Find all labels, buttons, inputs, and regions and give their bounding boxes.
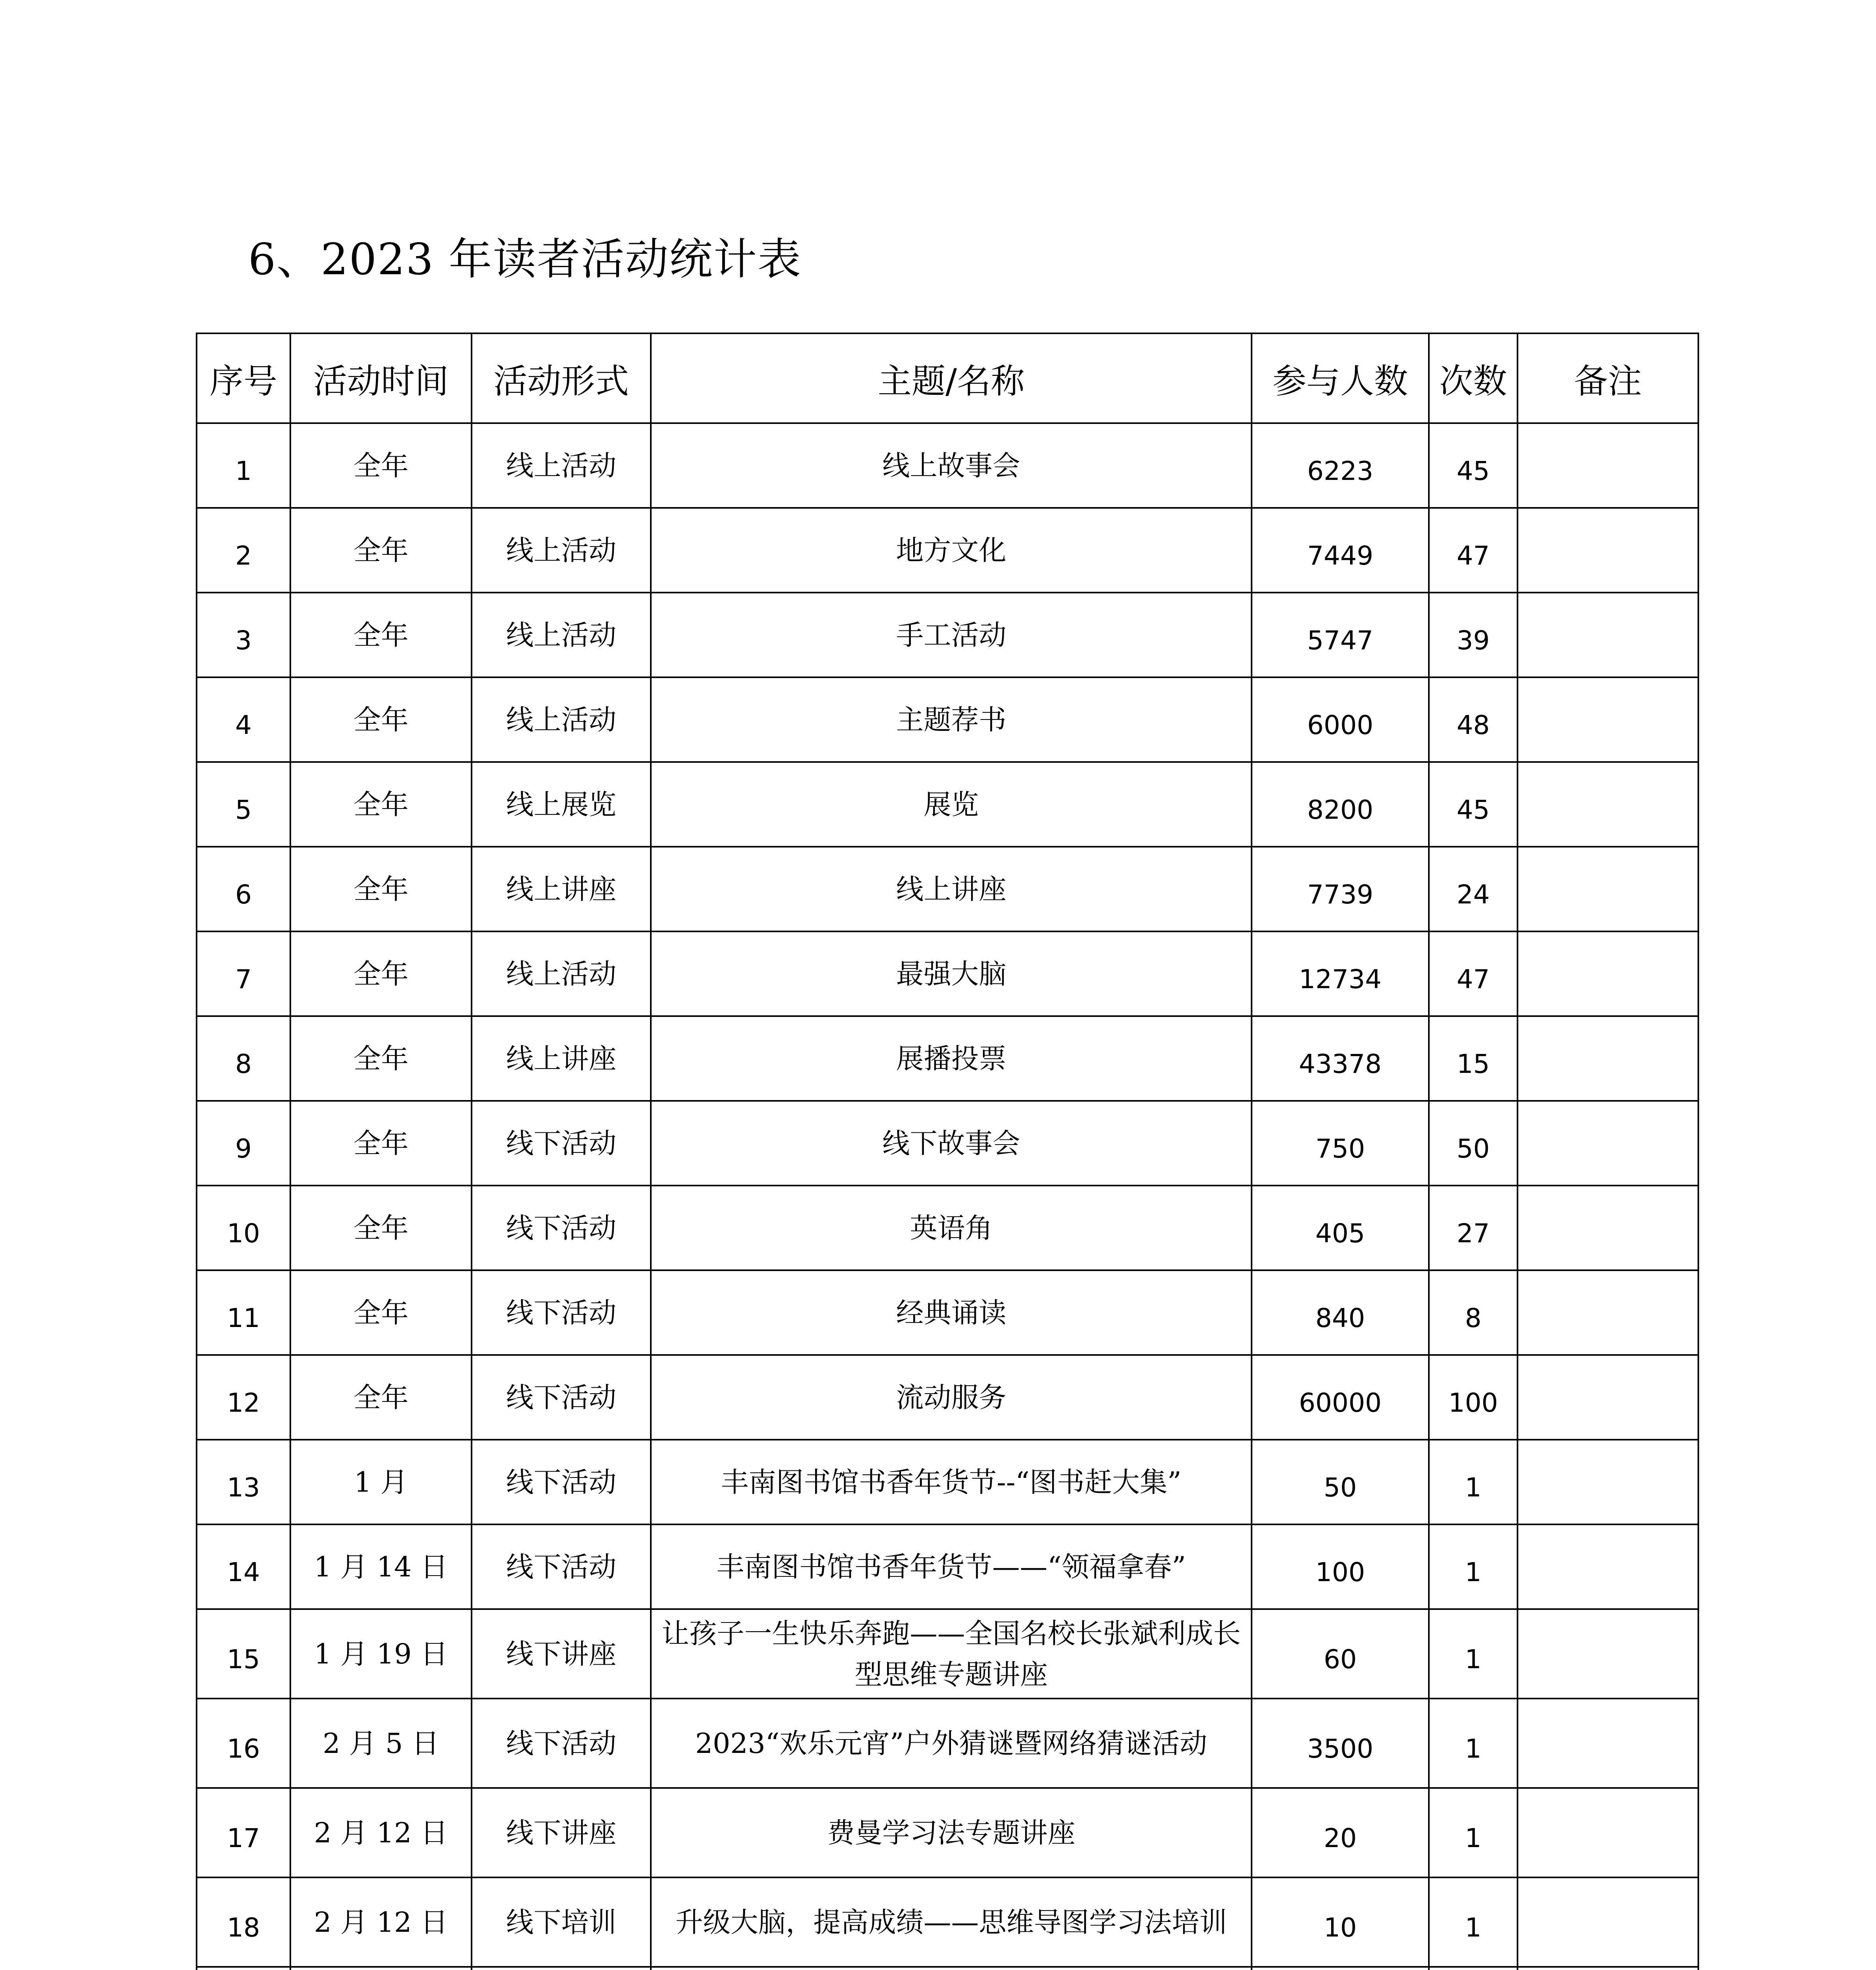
cell-time: 全年 — [290, 677, 472, 762]
cell-name: 费曼学习法专题讲座 — [651, 1788, 1252, 1877]
header-remark: 备注 — [1518, 333, 1698, 423]
cell-name: 主题荐书 — [651, 677, 1252, 762]
cell-name: 手工活动 — [651, 593, 1252, 677]
table-row — [197, 1524, 1698, 1609]
cell-form: 线下活动 — [472, 1270, 651, 1355]
header-name: 主题/名称 — [651, 333, 1252, 423]
table-row — [197, 1186, 1698, 1270]
cell-form: 线上活动 — [472, 508, 651, 593]
cell-remark — [1518, 1186, 1698, 1270]
cell-people: 6000 — [1252, 677, 1429, 762]
cell-time: 全年 — [290, 762, 472, 847]
cell-remark — [1518, 593, 1698, 677]
cell-remark — [1518, 508, 1698, 593]
cell-name: 最强大脑 — [651, 931, 1252, 1016]
cell-people: 7449 — [1252, 508, 1429, 593]
cell-name: 丰南图书馆书香年货节--“图书赶大集” — [651, 1440, 1252, 1524]
table-row — [197, 1788, 1698, 1877]
cell-count: 48 — [1429, 677, 1518, 762]
cell-people: 60000 — [1252, 1355, 1429, 1440]
cell-form: 线上活动 — [472, 593, 651, 677]
page-title: 6、2023 年读者活动统计表 — [248, 234, 802, 284]
cell-name: 线上故事会 — [651, 423, 1252, 508]
cell-remark — [1518, 1967, 1698, 1970]
cell-people: 50 — [1252, 1440, 1429, 1524]
table-row — [197, 423, 1698, 508]
cell-form: 线下活动 — [472, 1186, 651, 1270]
cell-name: 流动服务 — [651, 1355, 1252, 1440]
cell-form: 线下活动 — [472, 1524, 651, 1609]
cell-name — [651, 1967, 1252, 1970]
cell-time: 2 月 12 日 — [290, 1788, 472, 1877]
cell-time: 2 月 12 日 — [290, 1877, 472, 1967]
cell-time: 全年 — [290, 1016, 472, 1101]
cell-remark — [1518, 1877, 1698, 1967]
cell-name: 地方文化 — [651, 508, 1252, 593]
cell-no: 14 — [197, 1524, 290, 1609]
cell-count: 45 — [1429, 762, 1518, 847]
cell-people: 750 — [1252, 1101, 1429, 1186]
cell-form: 线上活动 — [472, 931, 651, 1016]
cell-name: 线下故事会 — [651, 1101, 1252, 1186]
cell-time — [290, 1967, 472, 1970]
activity-stats-table — [196, 333, 1699, 1970]
cell-remark — [1518, 1699, 1698, 1788]
cell-name: 丰南图书馆书香年货节——“领福拿春” — [651, 1524, 1252, 1609]
cell-no: 18 — [197, 1877, 290, 1967]
table-row — [197, 508, 1698, 593]
cell-people: 3500 — [1252, 1699, 1429, 1788]
cell-remark — [1518, 762, 1698, 847]
cell-no: 2 — [197, 508, 290, 593]
cell-count: 50 — [1429, 1101, 1518, 1186]
cell-people: 10 — [1252, 1877, 1429, 1967]
table-row — [197, 1440, 1698, 1524]
cell-count: 1 — [1429, 1788, 1518, 1877]
table-header-row — [197, 333, 1698, 423]
cell-remark — [1518, 677, 1698, 762]
table-row — [197, 847, 1698, 931]
cell-count: 15 — [1429, 1016, 1518, 1101]
cell-time: 全年 — [290, 1270, 472, 1355]
cell-name: 线上讲座 — [651, 847, 1252, 931]
cell-name: 经典诵读 — [651, 1270, 1252, 1355]
cell-remark — [1518, 1101, 1698, 1186]
header-people: 参与人数 — [1252, 333, 1429, 423]
table-row — [197, 677, 1698, 762]
cell-name: 2023“欢乐元宵”户外猜谜暨网络猜谜活动 — [651, 1699, 1252, 1788]
cell-form: 线上活动 — [472, 677, 651, 762]
cell-count — [1429, 1967, 1518, 1970]
cell-time: 全年 — [290, 508, 472, 593]
cell-count: 45 — [1429, 423, 1518, 508]
cell-people: 43378 — [1252, 1016, 1429, 1101]
cell-people: 8200 — [1252, 762, 1429, 847]
table-row — [197, 1967, 1698, 1970]
cell-no: 17 — [197, 1788, 290, 1877]
table-row — [197, 1699, 1698, 1788]
cell-count: 1 — [1429, 1877, 1518, 1967]
cell-people — [1252, 1967, 1429, 1970]
cell-count: 1 — [1429, 1609, 1518, 1699]
table-row — [197, 1355, 1698, 1440]
table-row — [197, 1270, 1698, 1355]
cell-name: 升级大脑，提高成绩——思维导图学习法培训 — [651, 1877, 1252, 1967]
cell-no: 16 — [197, 1699, 290, 1788]
cell-people: 60 — [1252, 1609, 1429, 1699]
table-row — [197, 762, 1698, 847]
cell-remark — [1518, 1016, 1698, 1101]
cell-count: 100 — [1429, 1355, 1518, 1440]
cell-remark — [1518, 847, 1698, 931]
cell-people: 5747 — [1252, 593, 1429, 677]
cell-people: 20 — [1252, 1788, 1429, 1877]
cell-form: 线上展览 — [472, 762, 651, 847]
cell-count: 39 — [1429, 593, 1518, 677]
cell-remark — [1518, 1270, 1698, 1355]
cell-count: 47 — [1429, 508, 1518, 593]
cell-form: 线上讲座 — [472, 1016, 651, 1101]
cell-count: 24 — [1429, 847, 1518, 931]
cell-time: 全年 — [290, 1186, 472, 1270]
cell-time: 全年 — [290, 931, 472, 1016]
cell-name: 展览 — [651, 762, 1252, 847]
cell-remark — [1518, 1355, 1698, 1440]
cell-form — [472, 1967, 651, 1970]
cell-form: 线下活动 — [472, 1699, 651, 1788]
table-row — [197, 1877, 1698, 1967]
cell-time: 全年 — [290, 593, 472, 677]
cell-time: 全年 — [290, 1355, 472, 1440]
cell-form: 线下活动 — [472, 1355, 651, 1440]
cell-remark — [1518, 1609, 1698, 1699]
header-no: 序号 — [197, 333, 290, 423]
cell-no: 5 — [197, 762, 290, 847]
cell-form: 线下活动 — [472, 1440, 651, 1524]
cell-no: 8 — [197, 1016, 290, 1101]
cell-time: 全年 — [290, 423, 472, 508]
cell-remark — [1518, 1788, 1698, 1877]
cell-name: 英语角 — [651, 1186, 1252, 1270]
cell-no: 4 — [197, 677, 290, 762]
cell-no: 11 — [197, 1270, 290, 1355]
cell-no: 3 — [197, 593, 290, 677]
cell-no: 7 — [197, 931, 290, 1016]
cell-no: 12 — [197, 1355, 290, 1440]
cell-no: 9 — [197, 1101, 290, 1186]
cell-form: 线下活动 — [472, 1101, 651, 1186]
cell-remark — [1518, 931, 1698, 1016]
cell-remark — [1518, 1440, 1698, 1524]
table-row — [197, 593, 1698, 677]
cell-time: 全年 — [290, 847, 472, 931]
cell-people: 7739 — [1252, 847, 1429, 931]
cell-no: 13 — [197, 1440, 290, 1524]
cell-no: 10 — [197, 1186, 290, 1270]
cell-name: 展播投票 — [651, 1016, 1252, 1101]
cell-remark — [1518, 423, 1698, 508]
cell-form: 线下培训 — [472, 1877, 651, 1967]
cell-count: 1 — [1429, 1699, 1518, 1788]
header-count: 次数 — [1429, 333, 1518, 423]
header-time: 活动时间 — [290, 333, 472, 423]
cell-count: 1 — [1429, 1440, 1518, 1524]
cell-form: 线上讲座 — [472, 847, 651, 931]
cell-no: 1 — [197, 423, 290, 508]
cell-form: 线下讲座 — [472, 1788, 651, 1877]
cell-people: 100 — [1252, 1524, 1429, 1609]
cell-count: 1 — [1429, 1524, 1518, 1609]
cell-time: 全年 — [290, 1101, 472, 1186]
cell-form: 线下讲座 — [472, 1609, 651, 1699]
cell-no: 6 — [197, 847, 290, 931]
cell-people: 405 — [1252, 1186, 1429, 1270]
table-row — [197, 1101, 1698, 1186]
table-row — [197, 1016, 1698, 1101]
cell-no: 15 — [197, 1609, 290, 1699]
cell-count: 8 — [1429, 1270, 1518, 1355]
table-row — [197, 1609, 1698, 1699]
cell-time: 1 月 — [290, 1440, 472, 1524]
table-row — [197, 931, 1698, 1016]
cell-no — [197, 1967, 290, 1970]
cell-count: 27 — [1429, 1186, 1518, 1270]
cell-remark — [1518, 1524, 1698, 1609]
cell-people: 6223 — [1252, 423, 1429, 508]
cell-people: 840 — [1252, 1270, 1429, 1355]
cell-time: 2 月 5 日 — [290, 1699, 472, 1788]
cell-count: 47 — [1429, 931, 1518, 1016]
cell-time: 1 月 14 日 — [290, 1524, 472, 1609]
cell-form: 线上活动 — [472, 423, 651, 508]
cell-time: 1 月 19 日 — [290, 1609, 472, 1699]
cell-name: 让孩子一生快乐奔跑——全国名校长张斌利成长型思维专题讲座 — [651, 1609, 1252, 1699]
header-form: 活动形式 — [472, 333, 651, 423]
cell-people: 12734 — [1252, 931, 1429, 1016]
